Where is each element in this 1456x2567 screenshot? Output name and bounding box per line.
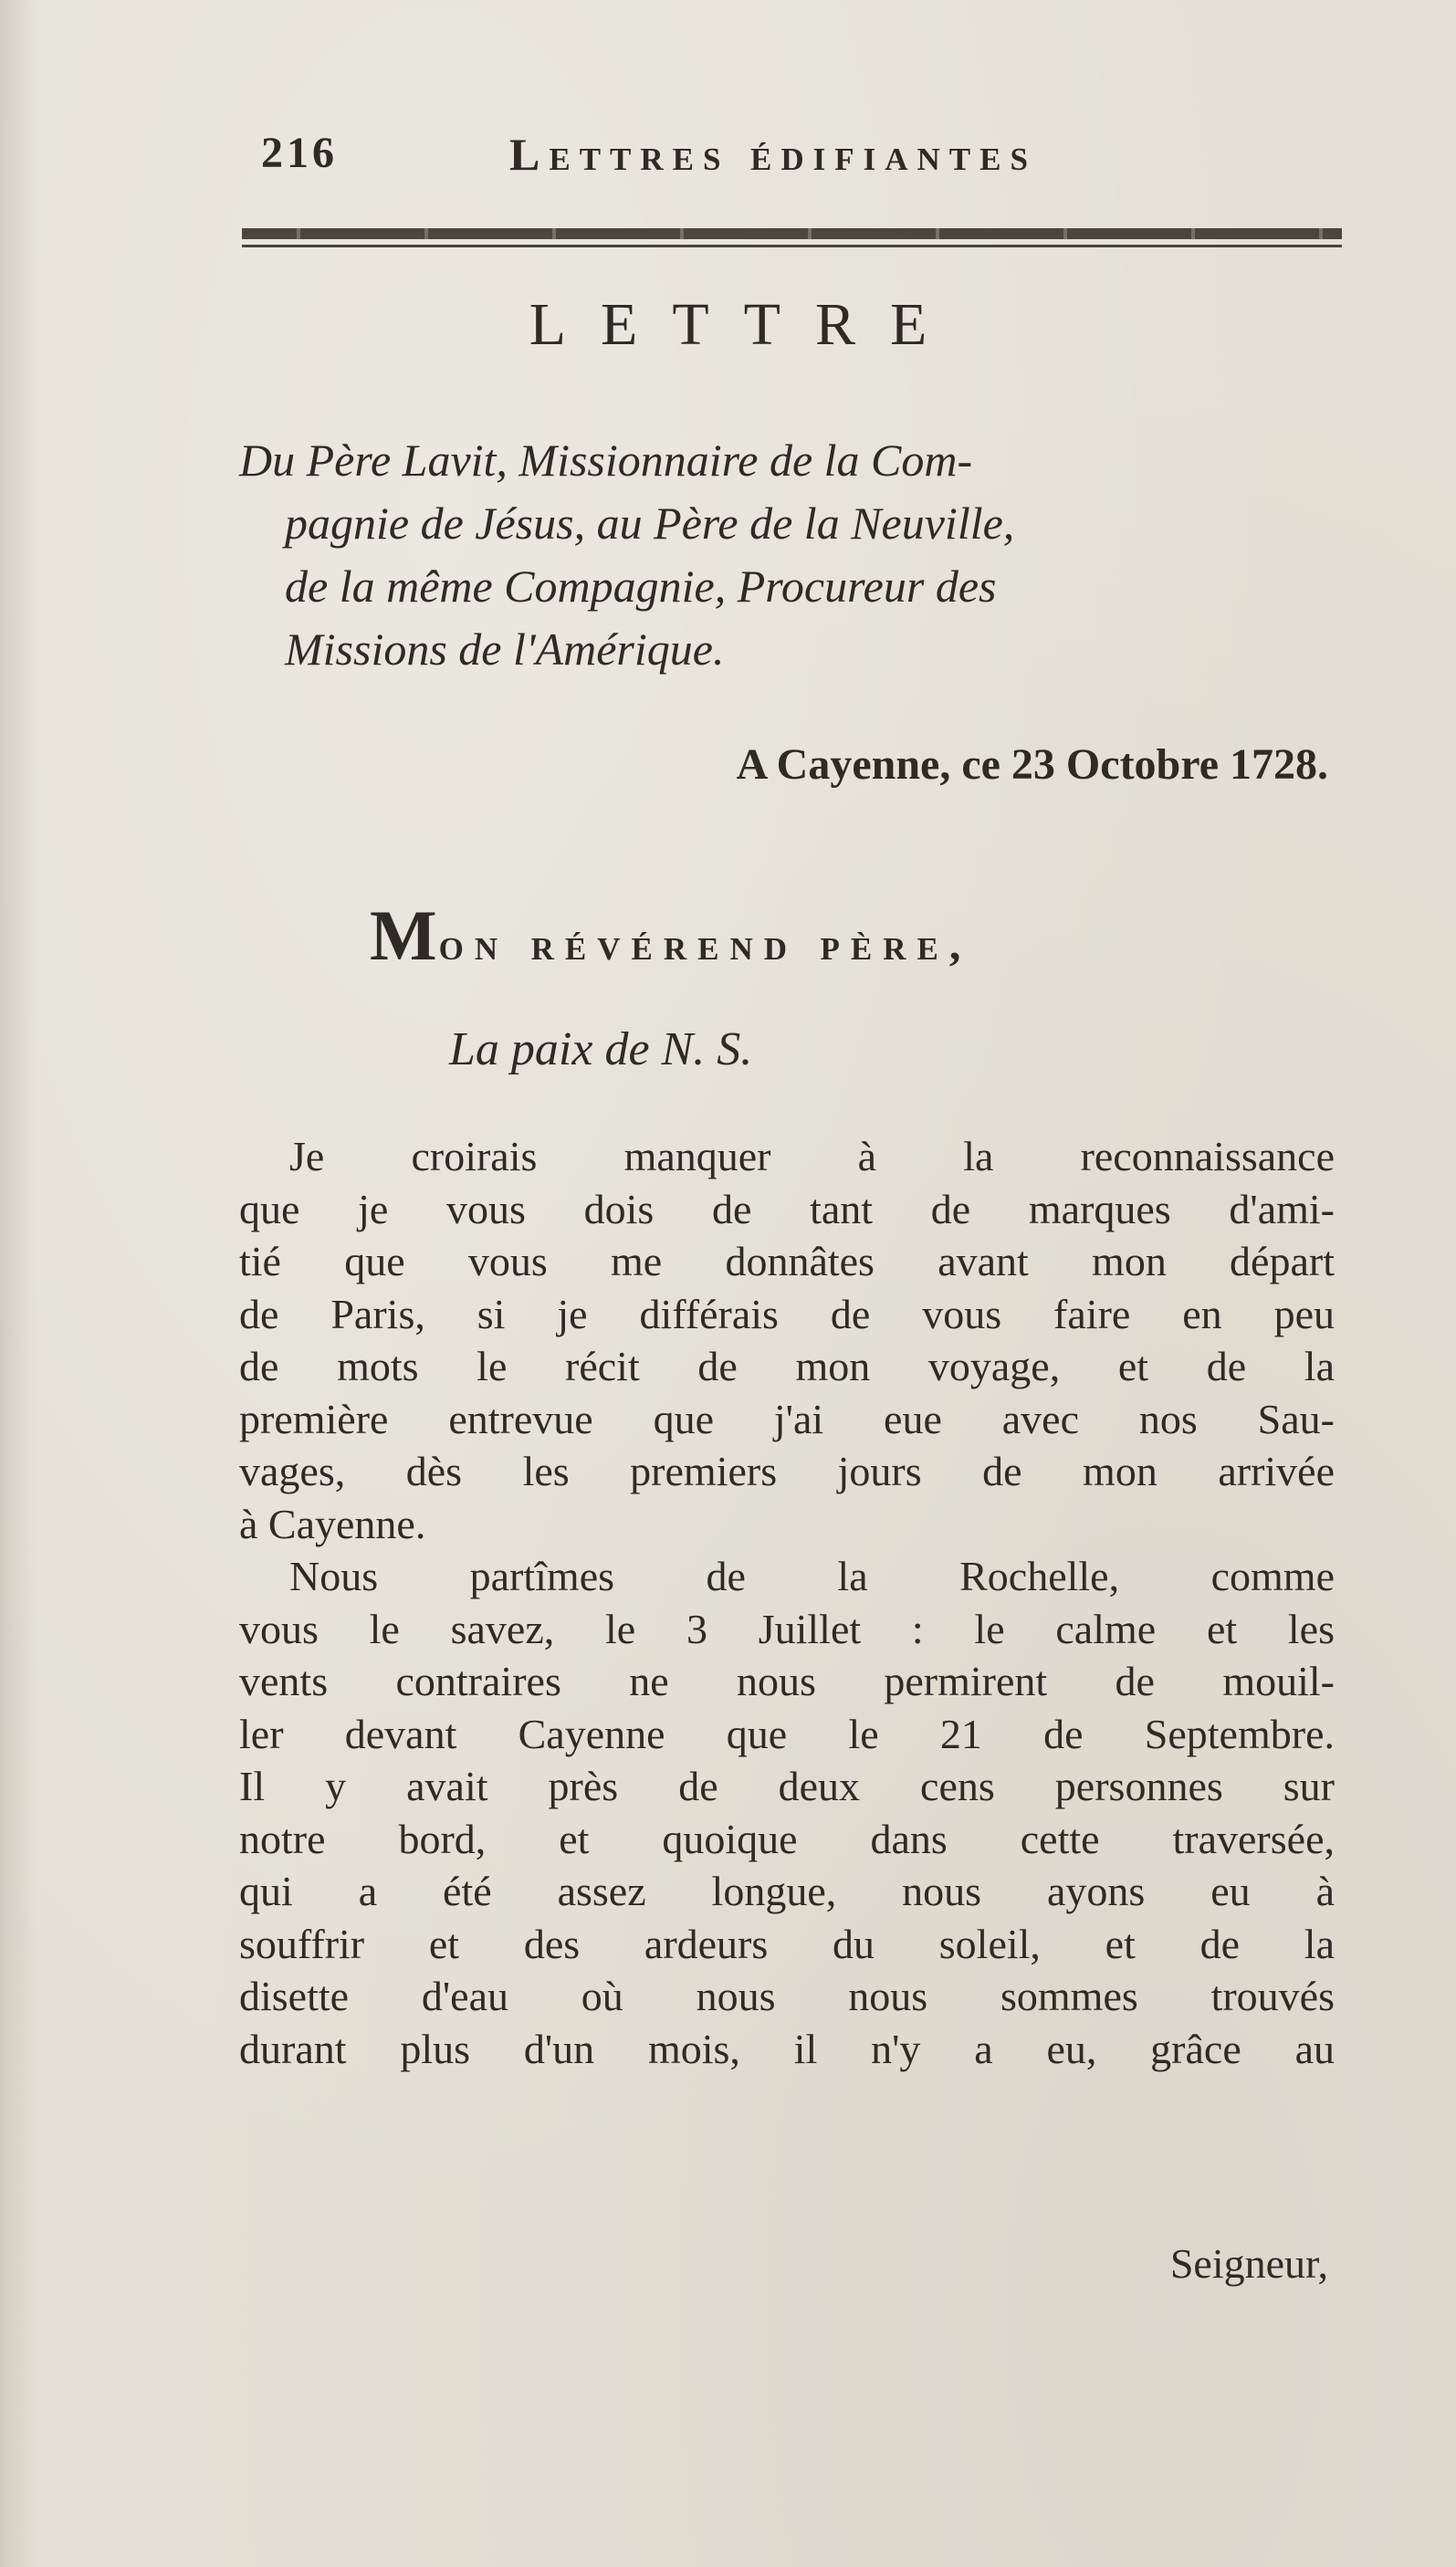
body-line: tié que vous me donnâtes avant mon départ bbox=[239, 1238, 1335, 1284]
body-line: vages, dès les premiers jours de mon arrivée bbox=[239, 1448, 1335, 1494]
body-line: Il y avait près de deux cens personnes sur bbox=[239, 1763, 1335, 1809]
body-line: ler devant Cayenne que le 21 de Septembre. bbox=[239, 1710, 1335, 1757]
body-line: Je croirais manquer à la reconnaissance bbox=[289, 1133, 1335, 1179]
greeting: La paix de N. S. bbox=[449, 1023, 753, 1075]
salutation bbox=[370, 895, 971, 977]
body-line: Nous partîmes de la Rochelle, comme bbox=[289, 1553, 1335, 1599]
subtitle-line: de la même Compagnie, Procureur des bbox=[285, 561, 997, 612]
body-line: disette d'eau où nous nous sommes trouvés bbox=[239, 1973, 1335, 2019]
subtitle-line: pagnie de Jésus, au Père de la Neuville, bbox=[285, 498, 1015, 549]
body-line: souffrir et des ardeurs du soleil, et de la bbox=[239, 1920, 1335, 1967]
body-line: à Cayenne. bbox=[239, 1500, 426, 1547]
running-title: Lettres édifiantes bbox=[509, 129, 1037, 180]
catchword: Seigneur, bbox=[1169, 2240, 1328, 2287]
body-line: vents contraires ne nous permirent de mouil- bbox=[239, 1658, 1335, 1704]
page-gutter-shadow bbox=[0, 0, 37, 2567]
salutation-initial: M bbox=[370, 896, 439, 975]
body-line: de Paris, si je différais de vous faire en peu bbox=[239, 1290, 1335, 1337]
body-line: notre bord, et quoique dans cette traversée, bbox=[239, 1815, 1335, 1862]
subtitle-line: Du Père Lavit, Missionnaire de la Com- bbox=[239, 435, 973, 486]
body-line: durant plus d'un mois, il n'y a eu, grâce au bbox=[239, 2025, 1335, 2072]
body-line: que je vous dois de tant de marques d'ami- bbox=[239, 1185, 1335, 1232]
subtitle-line: Missions de l'Amérique. bbox=[285, 623, 725, 675]
letter-subtitle bbox=[239, 429, 1348, 681]
body-line: de mots le récit de mon voyage, et de la bbox=[239, 1343, 1335, 1389]
body-line: première entrevue que j'ai eue avec nos Sau- bbox=[239, 1395, 1335, 1442]
header-rule-thick bbox=[242, 228, 1342, 239]
page-header bbox=[261, 128, 1338, 192]
header-rule-thin bbox=[242, 245, 1342, 247]
dateline: A Cayenne, ce 23 Octobre 1728. bbox=[736, 740, 1328, 789]
page-number: 216 bbox=[261, 129, 338, 177]
body-text bbox=[239, 1130, 1335, 2075]
body-line: qui a été assez longue, nous ayons eu à bbox=[239, 1868, 1335, 1914]
letter-title: LETTRE bbox=[529, 291, 962, 358]
salutation-rest: on révérend père, bbox=[438, 918, 972, 969]
body-line: vous le savez, le 3 Juillet : le calme et les bbox=[239, 1605, 1335, 1652]
header-rule bbox=[242, 228, 1342, 259]
